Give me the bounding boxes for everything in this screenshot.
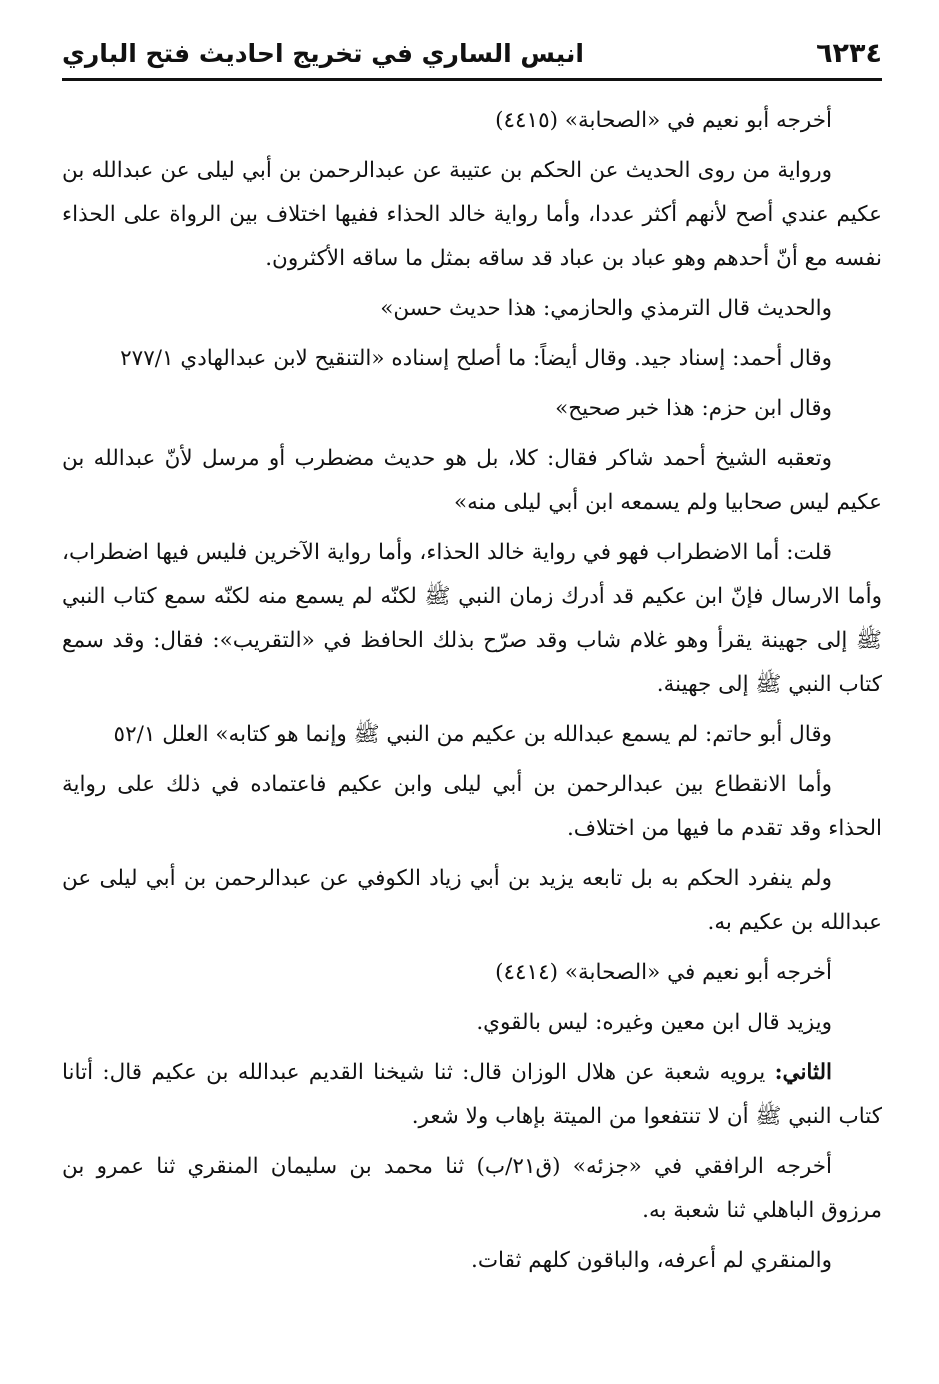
paragraph: وأما الانقطاع بين عبدالرحمن بن أبي ليلى وابن عكيم فاعتماده في ذلك على رواية الحذاء وقد تقدم ما فيها من اختلاف. <box>62 772 882 841</box>
paragraph: وقال أبو حاتم: لم يسمع عبدالله بن عكيم من النبي ﷺ وإنما هو كتابه» العلل ٥٢/١ <box>113 722 832 747</box>
body-text <box>62 99 882 1283</box>
header-rule <box>62 78 882 81</box>
paragraph: أخرجه الرافقي في «جزئه» (ق٢١/ب) ثنا محمد بن سليمان المنقري ثنا عمرو بن مرزوق الباهلي ثنا شعبة به. <box>62 1154 882 1223</box>
paragraph: ويزيد قال ابن معين وغيره: ليس بالقوي. <box>476 1010 832 1035</box>
page-header <box>62 30 882 76</box>
paragraph: أخرجه أبو نعيم في «الصحابة» (٤٤١٤) <box>495 960 832 985</box>
paragraph-lead: الثاني: <box>774 1060 832 1085</box>
paragraph: أخرجه أبو نعيم في «الصحابة» (٤٤١٥) <box>495 108 832 133</box>
paragraph: قلت: أما الاضطراب فهو في رواية خالد الحذاء، وأما رواية الآخرين فليس فيها اضطراب، وأما الارسال فإنّ ابن عكيم قد أدرك زمان النبي ﷺ لكنّه لم يسمع منه لكنّه سمع كتاب النبي ﷺ إلى جهينة يقرأ وهو غلام شاب وقد صرّح بذلك الحافظ في «التقريب»: فقال: وقد سمع كتاب النبي ﷺ إلى جهينة. <box>62 540 882 697</box>
document-page <box>62 30 882 1370</box>
paragraph: وقال أحمد: إسناد جيد. وقال أيضاً: ما أصلح إسناده «التنقيح لابن عبدالهادي ٢٧٧/١ <box>120 346 832 371</box>
paragraph: الثاني: يرويه شعبة عن هلال الوزان قال: ثنا شيخنا القديم عبدالله بن عكيم قال: أتانا كتاب النبي ﷺ أن لا تنتفعوا من الميتة بإهاب ولا شعر. <box>62 1060 882 1129</box>
paragraph: والحديث قال الترمذي والحازمي: هذا حديث حسن» <box>380 296 832 321</box>
paragraph: ولم ينفرد الحكم به بل تابعه يزيد بن أبي زياد الكوفي عن عبدالرحمن بن أبي ليلى عن عبدالله بن عكيم به. <box>62 866 882 935</box>
book-title: انيس الساري في تخريج احاديث فتح الباري <box>62 38 584 68</box>
page-number: ٦٢٣٤ <box>816 37 882 69</box>
paragraph: وقال ابن حزم: هذا خبر صحيح» <box>555 396 832 421</box>
paragraph: ورواية من روى الحديث عن الحكم بن عتيبة عن عبدالرحمن بن أبي ليلى عن عبدالله بن عكيم عندي أصح لأنهم أكثر عددا، وأما رواية خالد الحذاء ففيها اختلاف بين الرواة على الحذاء نفسه مع أنّ أحدهم وهو عباد بن عباد قد ساقه بمثل ما ساقه الأكثرون. <box>62 158 882 271</box>
paragraph: وتعقبه الشيخ أحمد شاكر فقال: كلا، بل هو حديث مضطرب أو مرسل لأنّ عبدالله بن عكيم ليس صحابيا ولم يسمعه ابن أبي ليلى منه» <box>62 446 882 515</box>
paragraph: والمنقري لم أعرفه، والباقون كلهم ثقات. <box>470 1248 832 1273</box>
